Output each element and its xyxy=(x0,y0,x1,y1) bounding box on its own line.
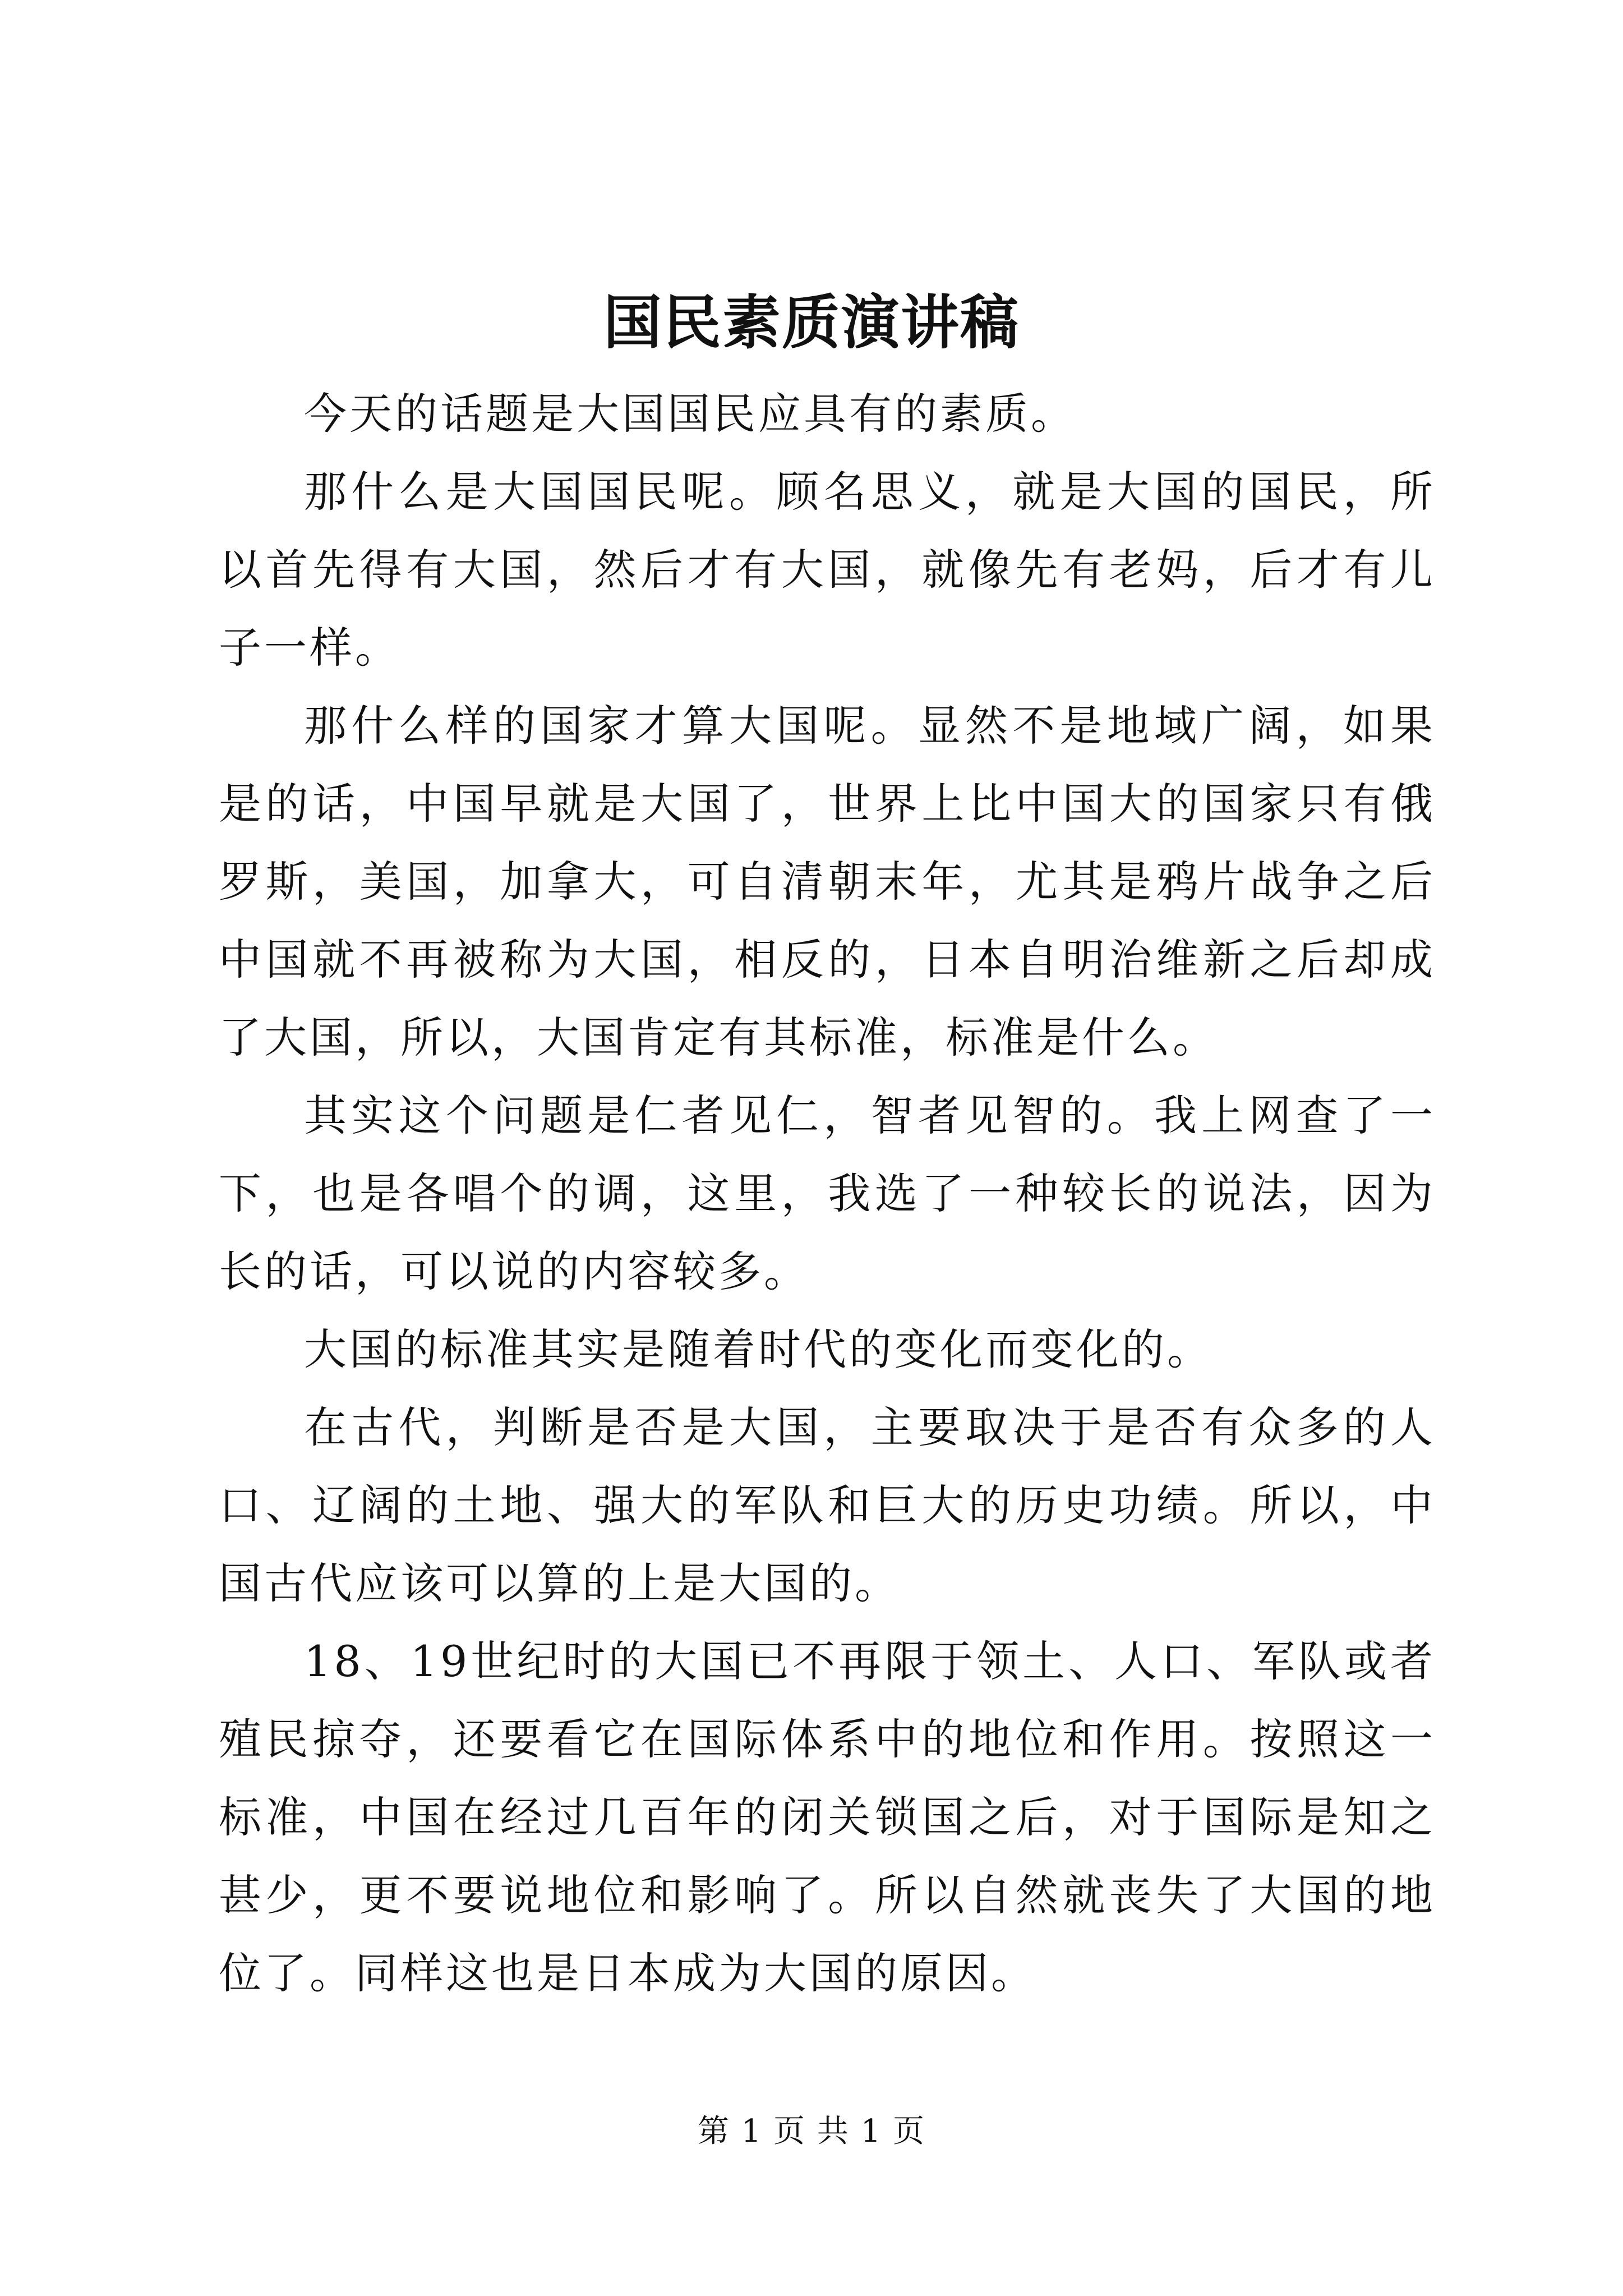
page-number-footer: 第 1 页 共 1 页 xyxy=(697,2113,926,2150)
paragraph-1: 今天的话题是大国国民应具有的素质。 xyxy=(304,389,1076,439)
paragraph-5: 大国的标准其实是随着时代的变化而变化的。 xyxy=(304,1324,1212,1374)
paragraph-3: 那什么样的国家才算大国呢。显然不是地域广阔，如果是的话，中国早就是大国了，世界上比中国大的国家只有俄罗斯，美国，加拿大，可自清朝末年，尤其是鸦片战争之后中国就不再被称为大国，相反的，日本自明治维新之后却成了大国，所以，大国肯定有其标准，标准是什么。 xyxy=(219,701,1436,1062)
document-title: 国民素质演讲稿 xyxy=(603,288,1020,357)
paragraph-2: 那什么是大国国民呢。顾名思义，就是大国的国民，所以首先得有大国，然后才有大国，就像先有老妈，后才有儿子一样。 xyxy=(219,467,1436,673)
document-body xyxy=(219,375,1436,2012)
paragraph-6: 在古代，判断是否是大国，主要取决于是否有众多的人口、辽阔的土地、强大的军队和巨大的历史功绩。所以，中国古代应该可以算的上是大国的。 xyxy=(219,1402,1436,1608)
paragraph-4: 其实这个问题是仁者见仁，智者见智的。我上网查了一下，也是各唱个的调，这里，我选了一种较长的说法，因为长的话，可以说的内容较多。 xyxy=(219,1091,1436,1296)
paragraph-7: 18、19世纪时的大国已不再限于领土、人口、军队或者殖民掠夺，还要看它在国际体系中的地位和作用。按照这一标准，中国在经过几百年的闭关锁国之后，对于国际是知之甚少，更不要说地位和影响了。所以自然就丧失了大国的地位了。同样这也是日本成为大国的原因。 xyxy=(219,1636,1436,1998)
